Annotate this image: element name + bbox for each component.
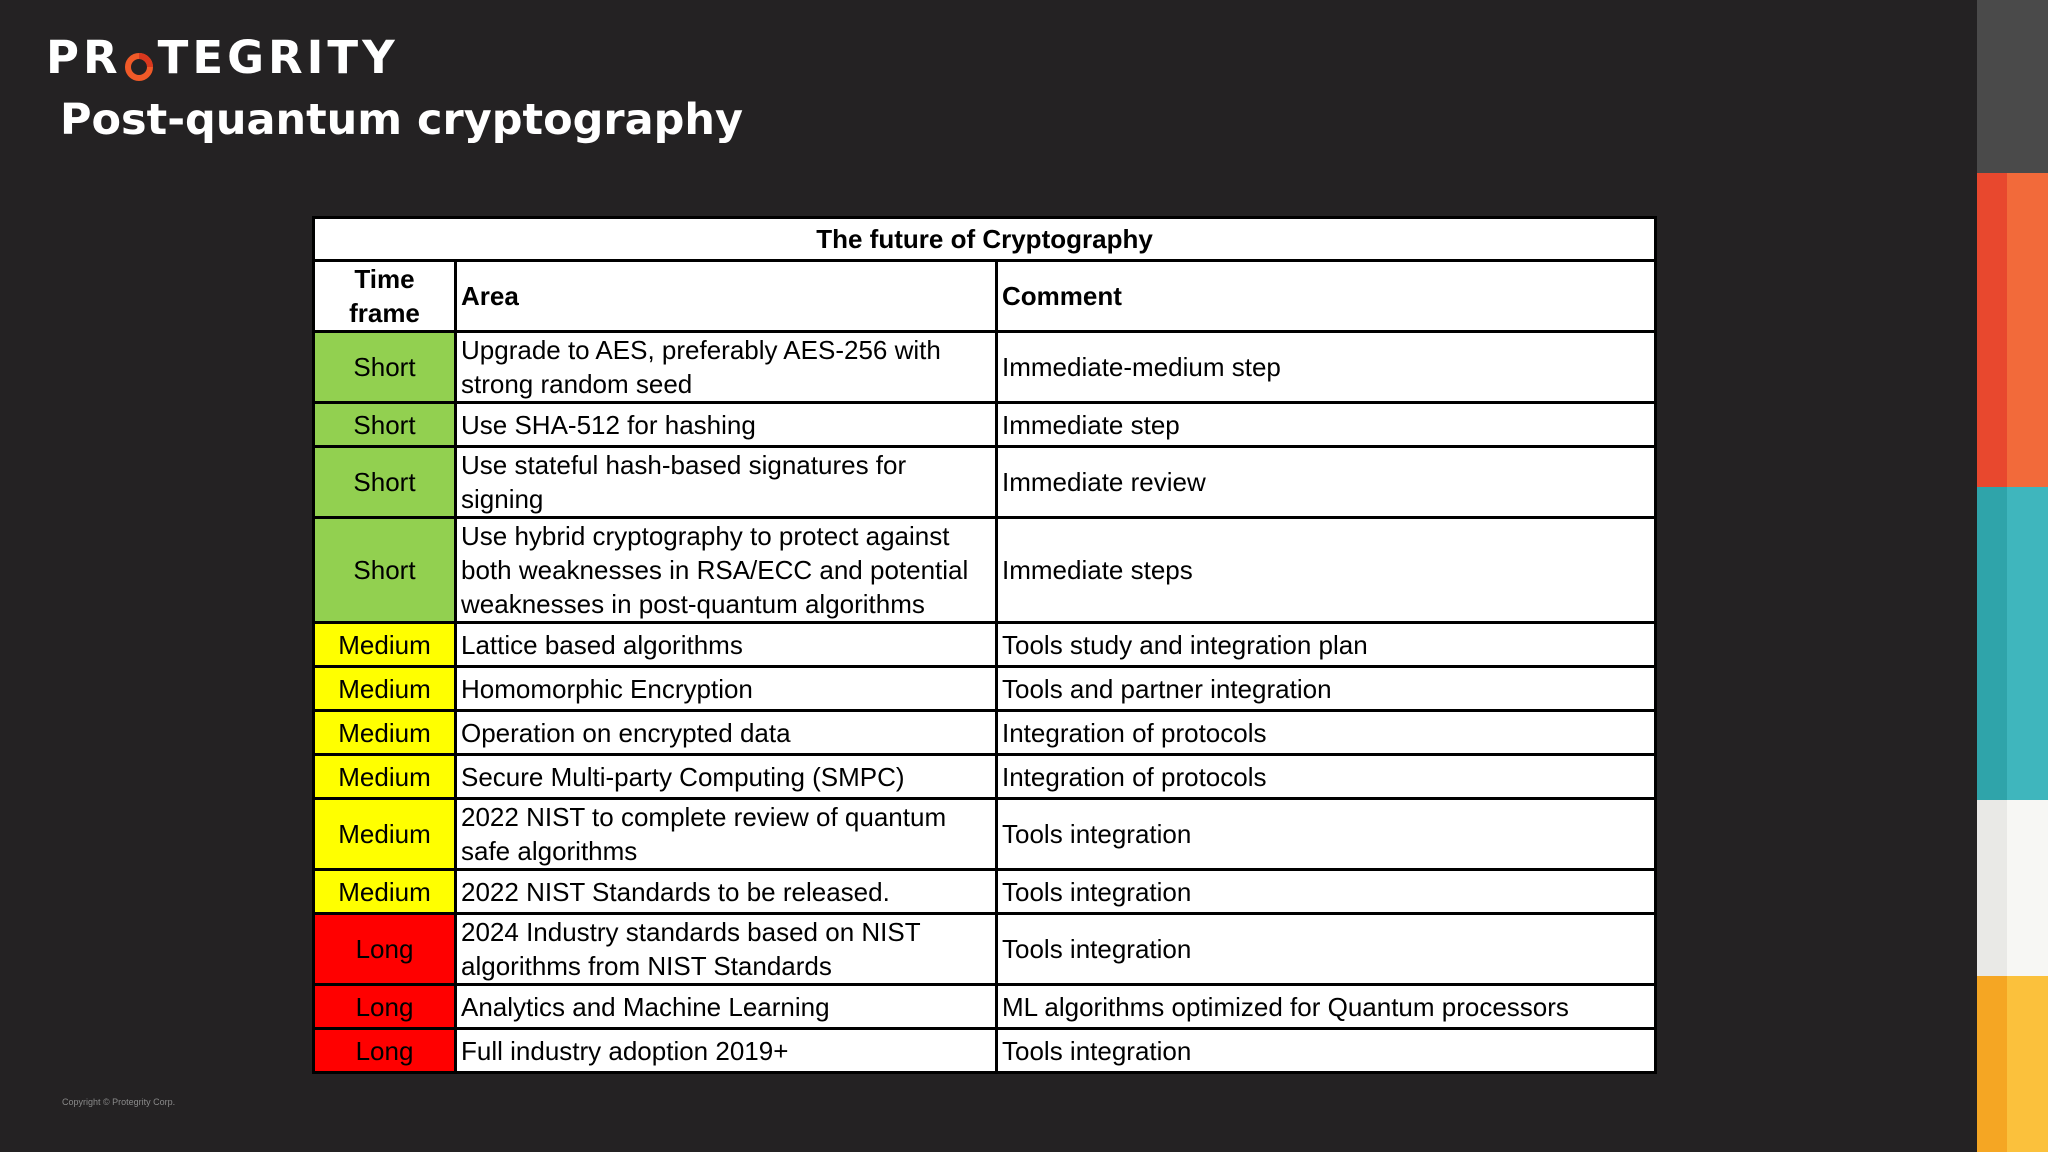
stripe-teal (1977, 487, 2048, 800)
table-row (314, 985, 1656, 1029)
timeframe-cell: Medium (314, 711, 456, 755)
area-cell: Use stateful hash-based signatures for signing (456, 447, 997, 518)
table-row (314, 447, 1656, 518)
stripe-white (1977, 800, 2048, 976)
comment-cell: Integration of protocols (997, 711, 1656, 755)
area-cell: Operation on encrypted data (456, 711, 997, 755)
protegrity-logo (46, 31, 399, 84)
comment-cell: Tools integration (997, 870, 1656, 914)
timeframe-cell: Short (314, 332, 456, 403)
area-cell: Upgrade to AES, preferably AES-256 with strong random seed (456, 332, 997, 403)
timeframe-cell: Short (314, 403, 456, 447)
table-header-row (314, 261, 1656, 332)
header-comment: Comment (997, 261, 1656, 332)
logo-text-right: TEGRITY (157, 31, 399, 84)
area-cell: Full industry adoption 2019+ (456, 1029, 997, 1073)
table-row (314, 667, 1656, 711)
table-row (314, 623, 1656, 667)
comment-cell: Tools study and integration plan (997, 623, 1656, 667)
timeframe-cell: Long (314, 914, 456, 985)
area-cell: Use SHA-512 for hashing (456, 403, 997, 447)
timeframe-cell: Long (314, 985, 456, 1029)
area-cell: Use hybrid cryptography to protect against both weaknesses in RSA/ECC and potential weaknesses in post-quantum algorithms (456, 518, 997, 623)
table-row (314, 518, 1656, 623)
comment-cell: Tools integration (997, 914, 1656, 985)
decorative-color-stripes (1977, 0, 2048, 1152)
area-cell: 2022 NIST Standards to be released. (456, 870, 997, 914)
table-caption: The future of Cryptography (314, 218, 1656, 261)
comment-cell: Immediate steps (997, 518, 1656, 623)
timeframe-cell: Short (314, 518, 456, 623)
comment-cell: Immediate-medium step (997, 332, 1656, 403)
comment-cell: Integration of protocols (997, 755, 1656, 799)
timeframe-cell: Medium (314, 799, 456, 870)
stripe-gray (1977, 0, 2048, 173)
timeframe-cell: Short (314, 447, 456, 518)
area-cell: 2022 NIST to complete review of quantum safe algorithms (456, 799, 997, 870)
copyright-notice: Copyright © Protegrity Corp. (62, 1097, 176, 1107)
table-row (314, 870, 1656, 914)
timeframe-cell: Long (314, 1029, 456, 1073)
comment-cell: Tools integration (997, 799, 1656, 870)
table-row (314, 711, 1656, 755)
cryptography-table (312, 216, 1657, 1074)
timeframe-cell: Medium (314, 755, 456, 799)
cryptography-table-container (312, 216, 1654, 1074)
comment-cell: Tools and partner integration (997, 667, 1656, 711)
stripe-yellow (1977, 976, 2048, 1152)
header-timeframe: Time frame (314, 261, 456, 332)
timeframe-cell: Medium (314, 667, 456, 711)
table-caption-row (314, 218, 1656, 261)
timeframe-cell: Medium (314, 623, 456, 667)
timeframe-cell: Medium (314, 870, 456, 914)
area-cell: 2024 Industry standards based on NIST algorithms from NIST Standards (456, 914, 997, 985)
logo-ring-icon (124, 43, 154, 73)
stripe-orange (1977, 173, 2048, 487)
slide-title: Post-quantum cryptography (60, 95, 744, 145)
area-cell: Secure Multi-party Computing (SMPC) (456, 755, 997, 799)
table-row (314, 755, 1656, 799)
area-cell: Lattice based algorithms (456, 623, 997, 667)
logo-text-left: PR (46, 31, 122, 84)
area-cell: Analytics and Machine Learning (456, 985, 997, 1029)
header-area: Area (456, 261, 997, 332)
table-row (314, 332, 1656, 403)
area-cell: Homomorphic Encryption (456, 667, 997, 711)
table-row (314, 1029, 1656, 1073)
table-row (314, 799, 1656, 870)
comment-cell: Immediate review (997, 447, 1656, 518)
table-row (314, 914, 1656, 985)
table-row (314, 403, 1656, 447)
comment-cell: ML algorithms optimized for Quantum processors (997, 985, 1656, 1029)
comment-cell: Immediate step (997, 403, 1656, 447)
comment-cell: Tools integration (997, 1029, 1656, 1073)
table-body (314, 332, 1656, 1073)
